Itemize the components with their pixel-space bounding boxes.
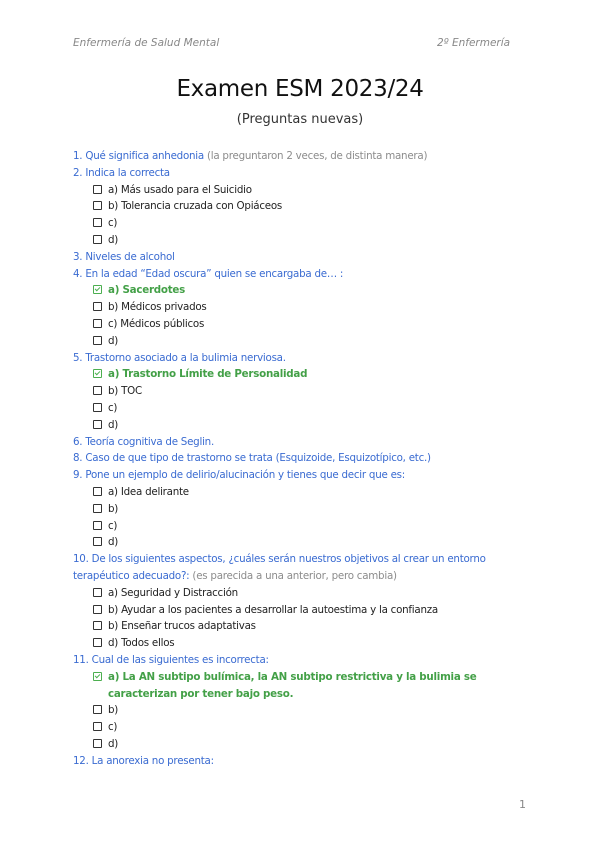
checkbox-icon[interactable]: [93, 739, 102, 748]
question-text: [73, 249, 533, 266]
answer-option-correct: [73, 669, 533, 703]
checkbox-icon[interactable]: [93, 588, 102, 597]
question-label: 11. Cual de las siguientes es incorrecta:: [73, 653, 269, 666]
checkbox-icon[interactable]: [93, 302, 102, 311]
answer-option: [73, 484, 533, 501]
checkbox-icon[interactable]: [93, 403, 102, 412]
checkbox-checked-icon[interactable]: [93, 369, 102, 378]
answer-option-label: b) Enseñar trucos adaptativas: [108, 620, 256, 633]
answer-option-label: c): [108, 519, 118, 532]
answer-option-correct: [73, 282, 533, 299]
answer-option: [73, 198, 533, 215]
answer-option-label: a) Sacerdotes: [108, 284, 185, 297]
page-title: Examen ESM 2023/24: [176, 76, 424, 102]
question-label: 3. Niveles de alcohol: [73, 250, 175, 263]
answer-option: [73, 736, 533, 753]
answer-option: [73, 383, 533, 400]
answer-option: [73, 215, 533, 232]
answer-option-label: d): [108, 334, 119, 347]
question-label: 6. Teoría cognitiva de Seglin.: [73, 435, 214, 448]
answer-option: [73, 232, 533, 249]
answer-option: [73, 719, 533, 736]
answer-option-label: c): [108, 217, 118, 230]
checkbox-icon[interactable]: [93, 235, 102, 244]
question-text: [73, 165, 533, 182]
checkbox-icon[interactable]: [93, 487, 102, 496]
answer-option: [73, 182, 533, 199]
answer-option-label: b) Médicos privados: [108, 301, 207, 314]
question-text: [73, 450, 533, 467]
answer-option-label: c) Médicos públicos: [108, 317, 205, 330]
question-text: [73, 148, 533, 165]
header-right: 2º Enfermería: [437, 37, 511, 49]
answer-option-label: c): [108, 721, 118, 734]
answer-option-label: b): [108, 704, 119, 717]
page-number: 1: [519, 798, 526, 811]
answer-option-label: d) Todos ellos: [108, 637, 175, 650]
answer-option: [73, 333, 533, 350]
checkbox-icon[interactable]: [93, 638, 102, 647]
question-text: [73, 434, 533, 451]
checkbox-icon[interactable]: [93, 504, 102, 513]
answer-option: [73, 299, 533, 316]
question-label: 12. La anorexia no presenta:: [73, 754, 214, 767]
answer-option-label: a) Seguridad y Distracción: [108, 586, 238, 599]
question-label: 5. Trastorno asociado a la bulimia nerviosa.: [73, 351, 286, 364]
answer-option: [73, 316, 533, 333]
answer-option: [73, 400, 533, 417]
answer-option: [73, 702, 533, 719]
answer-option: [73, 501, 533, 518]
answer-option-label: d): [108, 233, 119, 246]
answer-option-label: b) Tolerancia cruzada con Opiáceos: [108, 200, 283, 213]
answer-option: [73, 618, 533, 635]
answer-option: [73, 534, 533, 551]
checkbox-icon[interactable]: [93, 218, 102, 227]
answer-option-label: d): [108, 737, 119, 750]
question-text: [73, 652, 533, 669]
checkbox-checked-icon[interactable]: [93, 672, 102, 681]
answer-option: [73, 518, 533, 535]
checkbox-icon[interactable]: [93, 201, 102, 210]
question-text: [73, 350, 533, 367]
checkbox-icon[interactable]: [93, 605, 102, 614]
checkbox-icon[interactable]: [93, 521, 102, 530]
page-subtitle: (Preguntas nuevas): [236, 112, 364, 127]
checkbox-icon[interactable]: [93, 621, 102, 630]
checkbox-icon[interactable]: [93, 336, 102, 345]
answer-option-label: a) Trastorno Límite de Personalidad: [108, 368, 308, 381]
answer-option-label: a) La AN subtipo bulímica, la AN subtipo restrictiva y la bulimia se caracterizan por tener bajo peso.: [108, 670, 477, 700]
question-note: (es parecida a una anterior, pero cambia): [189, 569, 397, 582]
answer-option-label: d): [108, 536, 119, 549]
question-label: 9. Pone un ejemplo de delirio/alucinación y tienes que decir que es:: [73, 469, 406, 482]
answer-option-label: a) Idea delirante: [108, 485, 189, 498]
answer-option: [73, 635, 533, 652]
checkbox-icon[interactable]: [93, 386, 102, 395]
question-label: 4. En la edad “Edad oscura” quien se encargaba de… :: [73, 267, 344, 280]
answer-option-label: c): [108, 401, 118, 414]
question-label: 2. Indica la correcta: [73, 166, 170, 179]
question-list: [73, 148, 533, 769]
checkbox-icon[interactable]: [93, 722, 102, 731]
answer-option: [73, 585, 533, 602]
question-note: (la preguntaron 2 veces, de distinta manera): [203, 150, 428, 162]
question-label: 8. Caso de que tipo de trastorno se trata (Esquizoide, Esquizotípico, etc.): [73, 452, 431, 465]
checkbox-icon[interactable]: [93, 420, 102, 429]
checkbox-icon[interactable]: [93, 185, 102, 194]
checkbox-icon[interactable]: [93, 537, 102, 546]
checkbox-icon[interactable]: [93, 319, 102, 328]
question-text: [73, 753, 533, 770]
question-label: 10. De los siguientes aspectos, ¿cuáles serán nuestros objetivos al crear un entorno terapéutico adecuado?:: [73, 553, 486, 582]
answer-option: [73, 602, 533, 619]
question-text: [73, 467, 533, 484]
answer-option-correct: [73, 366, 533, 383]
answer-option: [73, 417, 533, 434]
answer-option-label: a) Más usado para el Suicidio: [108, 183, 252, 196]
answer-option-label: b): [108, 502, 119, 515]
answer-option-label: b) Ayudar a los pacientes a desarrollar la autoestima y la confianza: [108, 603, 438, 616]
header-left: Enfermería de Salud Mental: [73, 37, 220, 49]
question-label: 1. Qué significa anhedonia: [73, 150, 204, 162]
question-text: [73, 266, 533, 283]
answer-option-label: b) TOC: [108, 385, 142, 398]
question-text: [73, 551, 533, 585]
checkbox-checked-icon[interactable]: [93, 285, 102, 294]
checkbox-icon[interactable]: [93, 705, 102, 714]
answer-option-label: d): [108, 418, 119, 431]
